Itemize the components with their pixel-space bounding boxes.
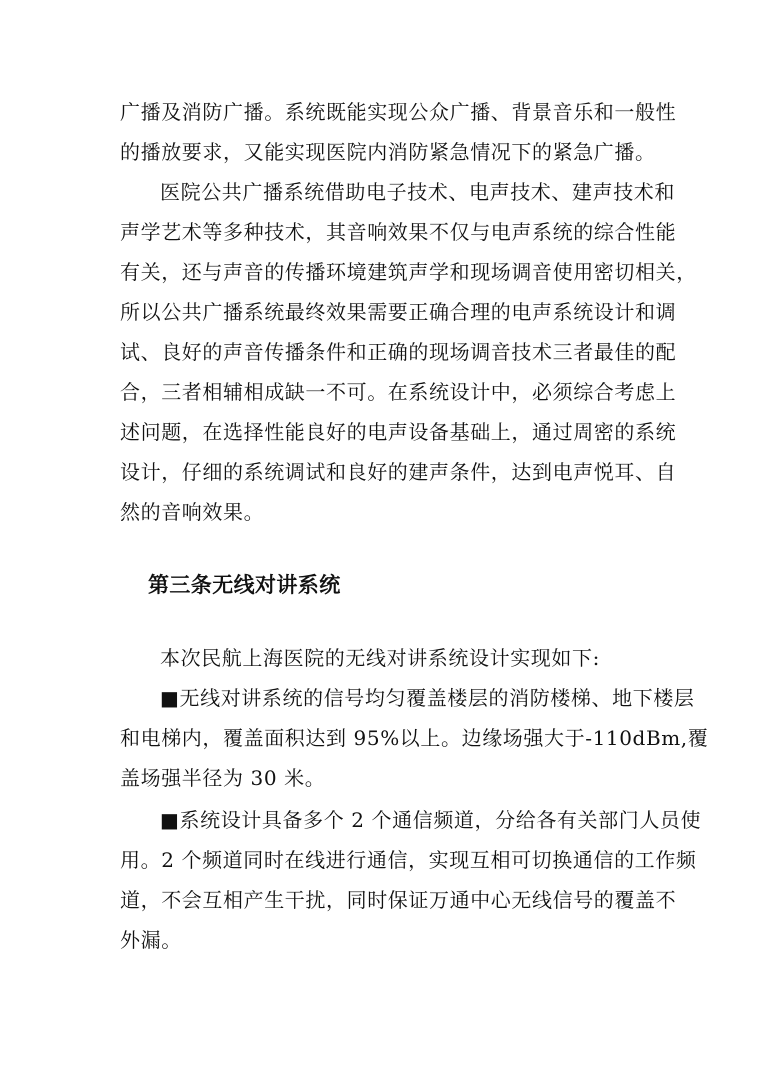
bullet-2-line-4: 外漏。 <box>120 928 182 952</box>
paragraph-2-line-5: 试、良好的声音传播条件和正确的现场调音技术三者最佳的配 <box>120 340 677 364</box>
bullet-2-line-1: ■系统设计具备多个 2 个通信频道，分给各有关部门人员使 <box>160 808 702 832</box>
paragraph-2-line-1: 医院公共广播系统借助电子技术、电声技术、建声技术和 <box>160 180 675 204</box>
bullet-2-line-2: 用。2 个频道同时在线进行通信，实现互相可切换通信的工作频 <box>120 848 697 872</box>
section-heading: 第三条无线对讲系统 <box>148 573 341 597</box>
paragraph-2-line-6: 合，三者相辅相成缺一不可。在系统设计中，必须综合考虑上 <box>120 380 677 404</box>
paragraph-2-line-7: 述问题，在选择性能良好的电声设备基础上，通过周密的系统 <box>120 420 677 444</box>
paragraph-1-line-1: 广播及消防广播。系统既能实现公众广播、背景音乐和一般性 <box>120 100 677 124</box>
paragraph-2-line-4: 所以公共广播系统最终效果需要正确合理的电声系统设计和调 <box>120 300 677 324</box>
paragraph-3-line-1: 本次民航上海医院的无线对讲系统设计实现如下: <box>160 646 600 670</box>
paragraph-1-line-2: 的播放要求，又能实现医院内消防紧急情况下的紧急广播。 <box>120 140 656 164</box>
bullet-2-line-3: 道，不会互相产生干扰，同时保证万通中心无线信号的覆盖不 <box>120 888 677 912</box>
paragraph-2-line-2: 声学艺术等多种技术，其音响效果不仅与电声系统的综合性能 <box>120 220 677 244</box>
paragraph-2-line-8: 设计，仔细的系统调试和良好的建声条件，达到电声悦耳、自 <box>120 460 677 484</box>
bullet-1-line-3: 盖场强半径为 30 米。 <box>120 766 326 790</box>
bullet-1-line-2: 和电梯内，覆盖面积达到 95%以上。边缘场强大于-110dBm,覆 <box>120 726 709 750</box>
paragraph-2-line-3: 有关，还与声音的传播环境建筑声学和现场调音使用密切相关， <box>120 260 697 284</box>
bullet-1-line-1: ■无线对讲系统的信号均匀覆盖楼层的消防楼梯、地下楼层 <box>160 686 695 710</box>
paragraph-2-line-9: 然的音响效果。 <box>120 500 265 524</box>
